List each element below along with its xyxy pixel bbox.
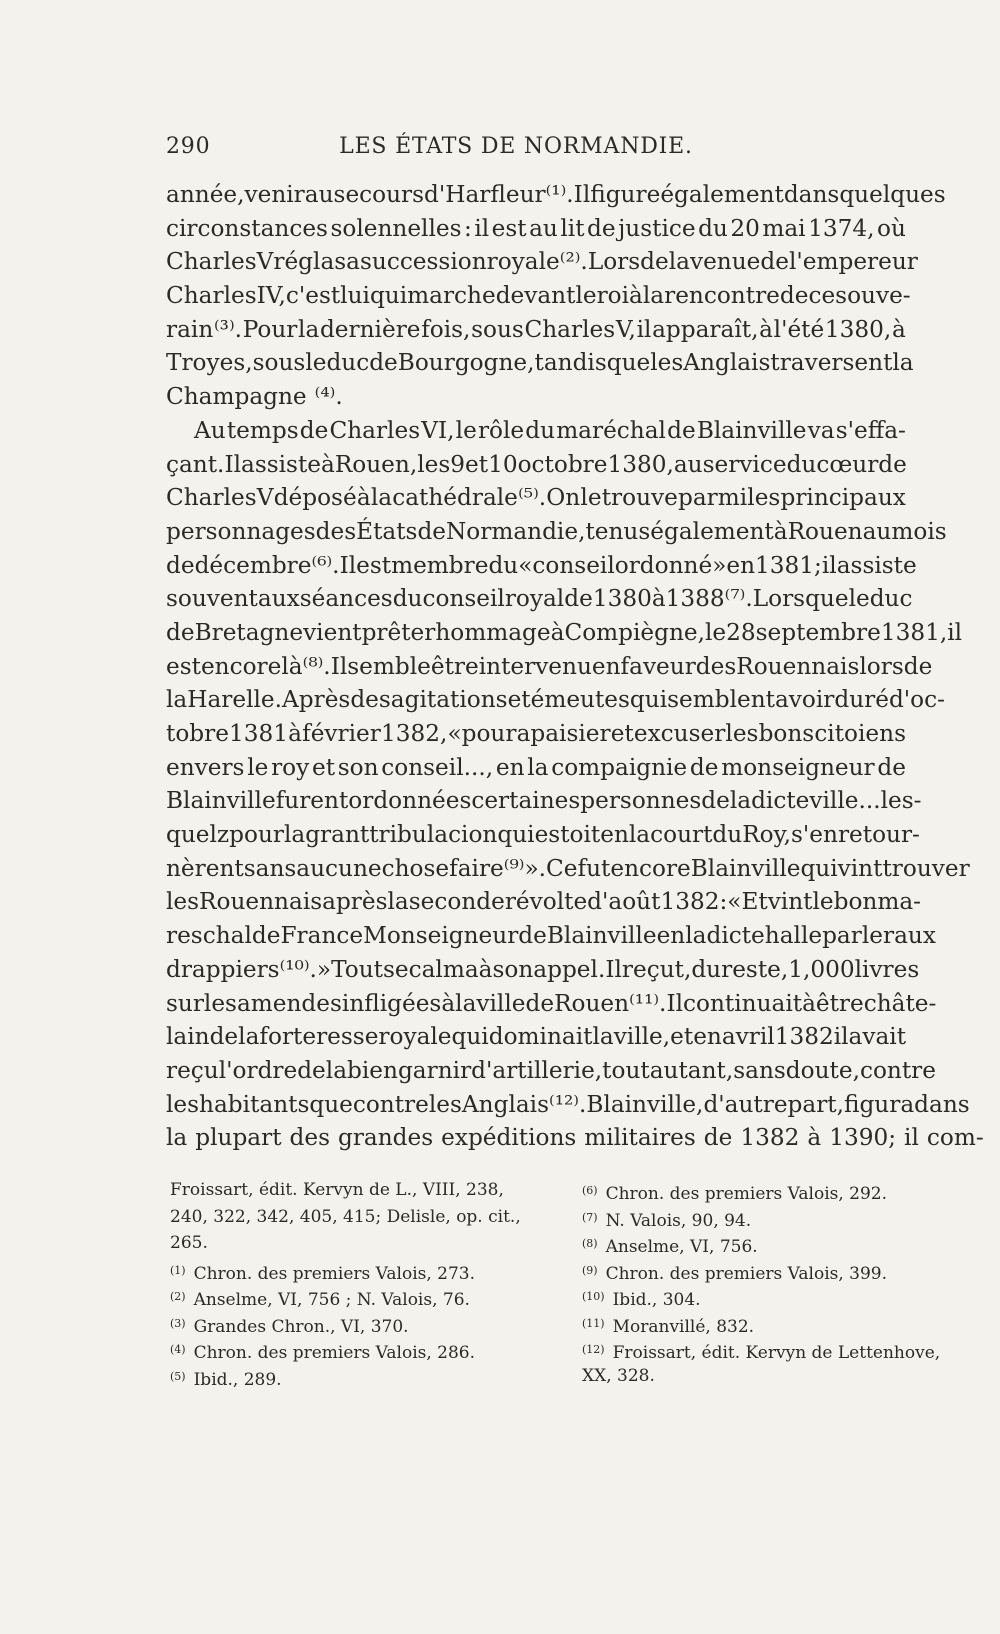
footnote-text: N. Valois, 90, 94. xyxy=(605,1210,752,1231)
footnote-text: 265. xyxy=(170,1233,208,1253)
footnote-marker: (6) xyxy=(582,1184,598,1197)
body-line: sur les amendes infligées à la ville de Rouen ⁽¹¹⁾. Il continuait à être châte- xyxy=(166,989,937,1017)
footnote-line xyxy=(170,1311,530,1338)
footnote-text: Froissart, édit. Kervyn de Lettenhove, xyxy=(612,1343,941,1363)
footnote-marker: (9) xyxy=(582,1263,598,1277)
footnote-marker: (3) xyxy=(170,1316,186,1330)
footnote-text: Chron. des premiers Valois, 292. xyxy=(605,1184,888,1204)
body-line: les habitants que contre les Anglais ⁽¹²⁾. Blainville, d'autre part, figura dans xyxy=(166,1090,970,1118)
body-line: nèrent sans aucune chose faire ⁽⁹⁾». Ce fut encore Blainville qui vint trouver xyxy=(166,854,970,882)
footnote-line xyxy=(170,1178,530,1205)
footnote-line xyxy=(582,1337,941,1364)
body-line: Champagne ⁽⁴⁾. xyxy=(166,383,343,411)
body-line: est encore là ⁽⁸⁾. Il semble être intervenu en faveur des Rouennais lors de xyxy=(166,652,933,680)
footnote-marker: (4) xyxy=(170,1343,186,1356)
footnote-line xyxy=(170,1205,530,1232)
body-line: lain de la forteresse royale qui dominait la ville, et en avril 1382 il avait xyxy=(166,1023,907,1051)
body-line: tobre 1381 à février 1382, «pour apaisier et excuser les bons citoiens xyxy=(166,720,906,747)
body-line: année, venir au secours d'Harfleur ⁽¹⁾. Il figure également dans quelques xyxy=(166,181,946,208)
body-line: Au temps de Charles VI, le rôle du maréchal de Blainville va s'effa- xyxy=(194,416,906,444)
footnote-line xyxy=(582,1258,912,1285)
body-line: circonstances solennelles : il est au lit de justice du 20 mai 1374, où xyxy=(166,214,906,242)
body-line: de décembre ⁽⁶⁾. Il est membre du «conseil ordonné» en 1381; il assiste xyxy=(166,551,917,579)
footnote-line xyxy=(170,1258,530,1285)
body-line: les Rouennais après la seconde révolte d'août 1382 : «Et vint le bon ma- xyxy=(166,888,922,916)
body-line: Charles V déposé à la cathédrale ⁽⁵⁾. On le trouve parmi les principaux xyxy=(166,484,906,512)
body-line: la Harelle. Après des agitations et émeutes qui semblent avoir duré d'oc- xyxy=(166,686,945,714)
footnote-marker: (5) xyxy=(170,1369,186,1383)
footnote-marker: (12) xyxy=(582,1343,605,1356)
footnote-text: Chron. des premiers Valois, 399. xyxy=(605,1263,888,1284)
footnote-text: Ibid., 304. xyxy=(612,1290,701,1310)
footnote-text: Anselme, VI, 756. xyxy=(605,1237,758,1257)
footnote-text: XX, 328. xyxy=(582,1365,655,1386)
footnote-line xyxy=(170,1284,530,1311)
footnote-marker: (7) xyxy=(582,1210,598,1224)
body-line: çant. Il assiste à Rouen, les 9 et 10 octobre 1380, au service du cœur de xyxy=(166,450,907,478)
footnote-line xyxy=(170,1337,530,1364)
body-line: la plupart des grandes expéditions militaires de 1382 à 1390; il com- xyxy=(166,1124,984,1152)
body-line: reçu l'ordre de la bien garnir d'artillerie, tout autant, sans doute, contre xyxy=(166,1056,936,1084)
footnote-marker: (1) xyxy=(170,1263,186,1277)
footnote-text: Chron. des premiers Valois, 286. xyxy=(193,1343,476,1363)
body-line: envers le roy et son conseil..., en la compaignie de monseigneur de xyxy=(166,753,906,781)
footnotes-right-column xyxy=(582,1178,941,1390)
footnotes-left-column xyxy=(170,1178,530,1390)
page-number: 290 xyxy=(166,134,211,159)
body-line: Troyes, sous le duc de Bourgogne, tandis que les Anglais traversent la xyxy=(166,349,914,377)
body-line: Charles IV, c'est lui qui marche devant le roi à la rencontre de ce souve- xyxy=(166,282,911,310)
footnote-line xyxy=(170,1364,530,1391)
footnote-text: Grandes Chron., VI, 370. xyxy=(193,1316,409,1337)
body-line: de Bretagne vient prêter hommage à Compiègne, le 28 septembre 1381, il xyxy=(166,618,963,646)
footnote-line xyxy=(582,1231,912,1258)
body-line: rain ⁽³⁾. Pour la dernière fois, sous Charles V, il apparaît, à l'été 1380, à xyxy=(166,315,906,343)
footnote-line xyxy=(582,1205,912,1232)
running-title: LES ÉTATS DE NORMANDIE. xyxy=(339,134,693,159)
footnote-marker: (11) xyxy=(582,1316,605,1330)
footnote-line xyxy=(582,1284,912,1311)
body-line: souvent aux séances du conseil royal de 1380 à 1388 ⁽⁷⁾. Lorsque le duc xyxy=(166,585,913,613)
footnote-text: 240, 322, 342, 405, 415; Delisle, op. cit., xyxy=(170,1206,521,1227)
running-head xyxy=(166,132,866,162)
footnote-marker: (2) xyxy=(170,1290,186,1303)
footnote-text: Froissart, édit. Kervyn de L., VIII, 238, xyxy=(170,1180,504,1200)
footnote-line xyxy=(582,1364,912,1391)
body-text xyxy=(166,178,984,1155)
footnote-line xyxy=(582,1178,912,1205)
footnote-text: Anselme, VI, 756 ; N. Valois, 76. xyxy=(193,1290,470,1310)
body-line: reschal de France Monseigneur de Blainville en la dicte halle parler aux xyxy=(166,922,936,950)
body-line: quelz pour la grant tribulacion qui estoit en la court du Roy, s'en retour- xyxy=(166,821,920,849)
footnote-line xyxy=(170,1231,530,1258)
footnote-text: Moranvillé, 832. xyxy=(612,1316,755,1337)
footnote-text: Ibid., 289. xyxy=(193,1369,282,1390)
footnote-marker: (10) xyxy=(582,1290,605,1303)
footnote-text: Chron. des premiers Valois, 273. xyxy=(193,1263,476,1284)
body-line: drappiers ⁽¹⁰⁾.» Tout se calma à son appel. Il reçut, du reste, 1,000 livres xyxy=(166,955,920,983)
body-line: Blainville furent ordonnées certaines personnes de la dicte ville... les- xyxy=(166,787,922,815)
footnote-line xyxy=(582,1311,912,1338)
body-line: Charles V régla sa succession royale ⁽²⁾. Lors de la venue de l'empereur xyxy=(166,248,918,276)
footnote-marker: (8) xyxy=(582,1237,598,1250)
body-line: personnages des États de Normandie, tenus également à Rouen au mois xyxy=(166,517,947,545)
